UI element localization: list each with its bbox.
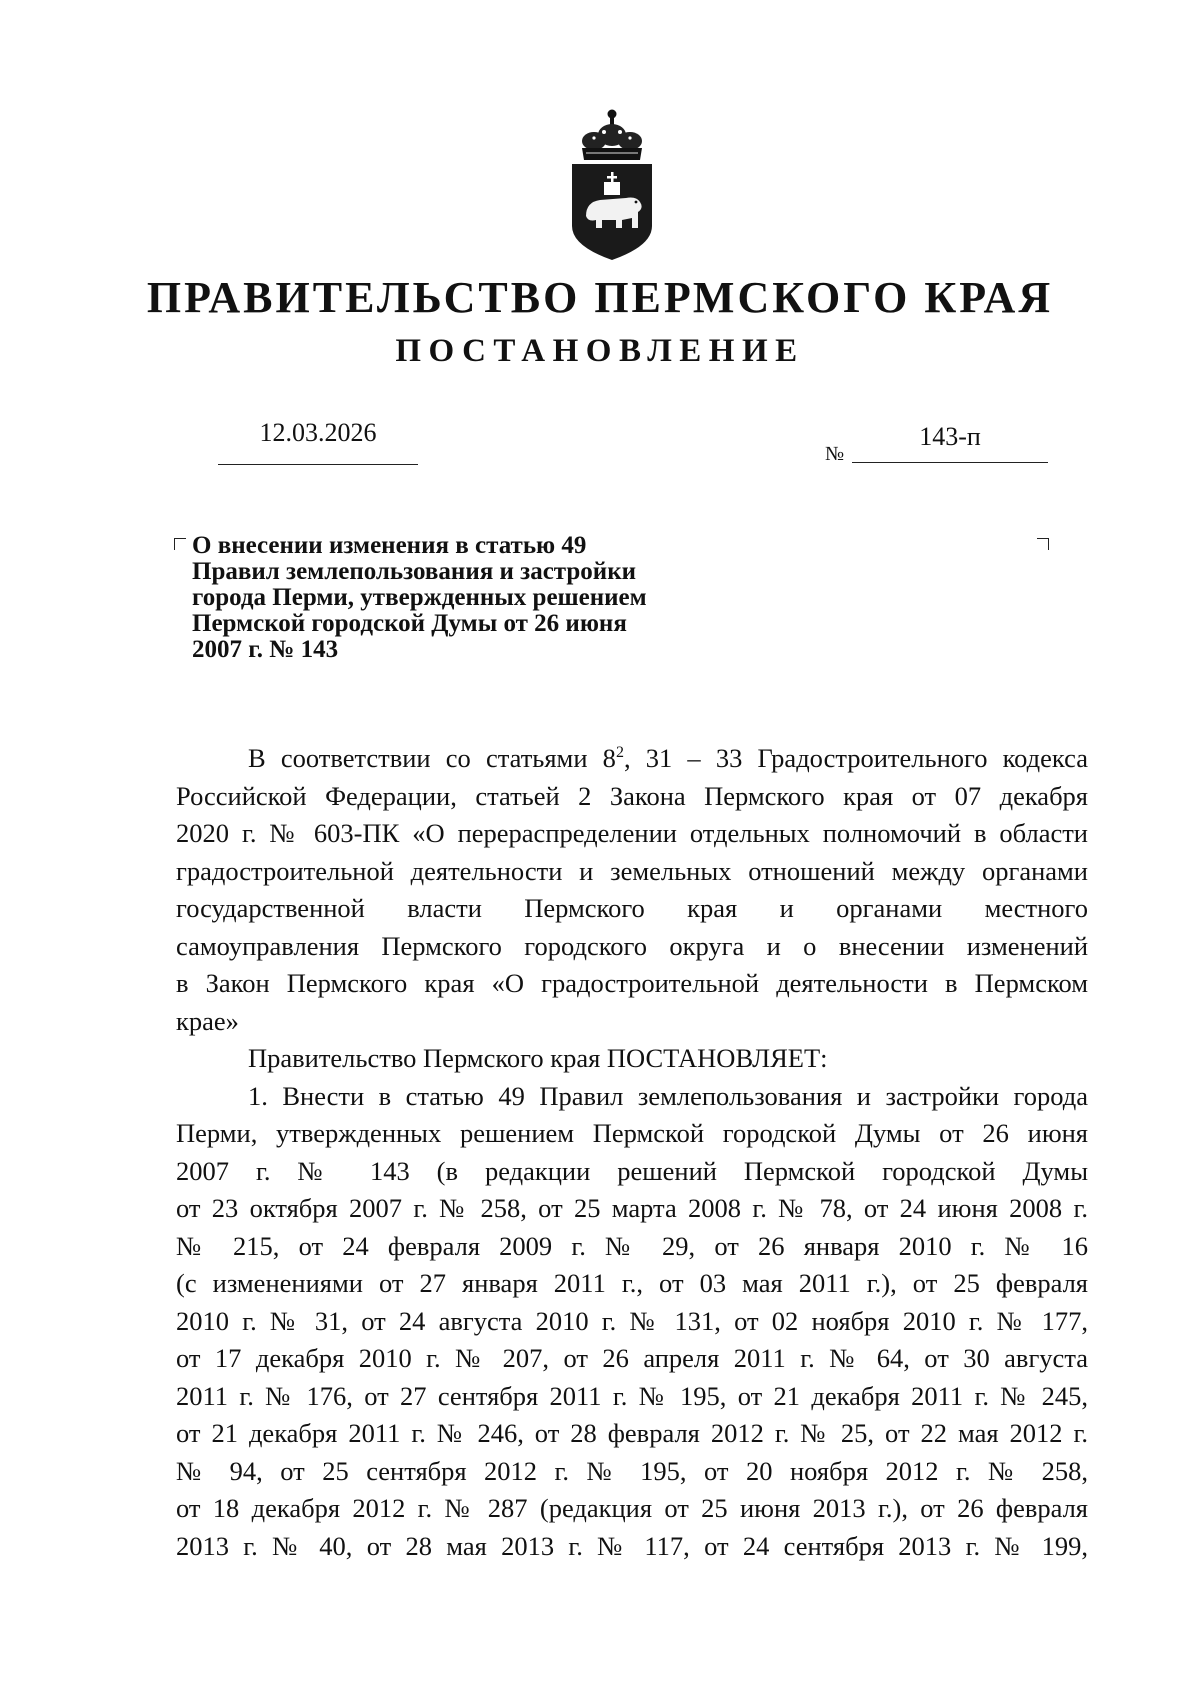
number-field [852, 422, 1048, 463]
body-text: В соответствии со статьями 8 [248, 743, 616, 773]
body-line: 1. Внести в статью 49 Правил землепользования и застройки города [248, 1080, 1088, 1111]
subject-line: 2007 г. № 143 [192, 636, 339, 663]
subject-corner-left [174, 538, 186, 550]
body-line: Российской Федерации, статьей 2 Закона Пермского края от 07 декабря [176, 780, 1088, 811]
superscript: 2 [615, 744, 624, 761]
body-line: градостроительной деятельности и земельных отношений между органами [176, 855, 1088, 886]
resolution-line: Правительство Пермского края ПОСТАНОВЛЯЕТ: [248, 1043, 828, 1073]
body-line: от 23 октября 2007 г. № 258, от 25 марта 2008 г. № 78, от 24 июня 2008 г. [176, 1193, 1088, 1223]
body-line: самоуправления Пермского городского округа и о внесении изменений [176, 930, 1088, 961]
subject-corner-right [1037, 538, 1049, 550]
subject-line: Правил землепользования и застройки [192, 558, 637, 585]
body-line: от 18 декабря 2012 г. № 287 (редакция от 25 июня 2013 г.), от 26 февраля [176, 1493, 1088, 1523]
body-line: от 17 декабря 2010 г. № 207, от 26 апреля 2011 г. № 64, от 30 августа [176, 1343, 1088, 1373]
subject-line: Пермской городской Думы от 26 июня [192, 610, 627, 637]
body-line: 2020 г. № 603-ПК «О перераспределении отдельных полномочий в области [176, 818, 1088, 848]
document-type: ПОСТАНОВЛЕНИЕ [395, 333, 805, 369]
body-line: 2011 г. № 176, от 27 сентября 2011 г. № 195, от 21 декабря 2011 г. № 245, [176, 1380, 1088, 1411]
body-line: 2010 г. № 31, от 24 августа 2010 г. № 131, от 02 ноября 2010 г. № 177, [176, 1305, 1088, 1336]
document-subject [192, 533, 752, 663]
document-number: 143-п [919, 422, 981, 451]
body-line: государственной власти Пермского края и органами местного [176, 893, 1088, 923]
body-line: № 215, от 24 февраля 2009 г. № 29, от 26 января 2010 г. № 16 [176, 1230, 1088, 1261]
body-line: Перми, утвержденных решением Пермской городской Думы от 26 июня [176, 1118, 1088, 1148]
body-line: (с изменениями от 27 января 2011 г., от 03 мая 2011 г.), от 25 февраля [176, 1268, 1088, 1298]
document-body [176, 740, 1088, 1565]
date-field [218, 418, 418, 465]
body-line: № 94, от 25 сентября 2012 г. № 195, от 20 ноября 2012 г. № 258, [176, 1455, 1088, 1486]
body-line [176, 740, 1088, 778]
subject-line: города Перми, утвержденных решением [192, 584, 647, 611]
coat-of-arms-icon [564, 108, 660, 260]
body-line: 2013 г. № 40, от 28 мая 2013 г. № 117, от 24 сентября 2013 г. № 199, [176, 1530, 1088, 1561]
organization-title: ПРАВИТЕЛЬСТВО ПЕРМСКОГО КРАЯ [146, 273, 1054, 322]
body-line: в Закон Пермского края «О градостроительной деятельности в Пермском [176, 968, 1088, 998]
number-sign: № [825, 443, 845, 465]
subject-line: О внесении изменения в статью 49 [192, 532, 587, 559]
body-line: от 21 декабря 2011 г. № 246, от 28 февраля 2012 г. № 25, от 22 мая 2012 г. [176, 1418, 1088, 1448]
body-line: крае» [176, 1005, 239, 1036]
body-line: 2007 г. № 143 (в редакции решений Пермской городской Думы [176, 1155, 1088, 1186]
crown-icon [582, 110, 642, 161]
document-date: 12.03.2026 [259, 418, 377, 447]
body-text: , 31 – 33 Градостроительного кодекса [623, 743, 1088, 773]
